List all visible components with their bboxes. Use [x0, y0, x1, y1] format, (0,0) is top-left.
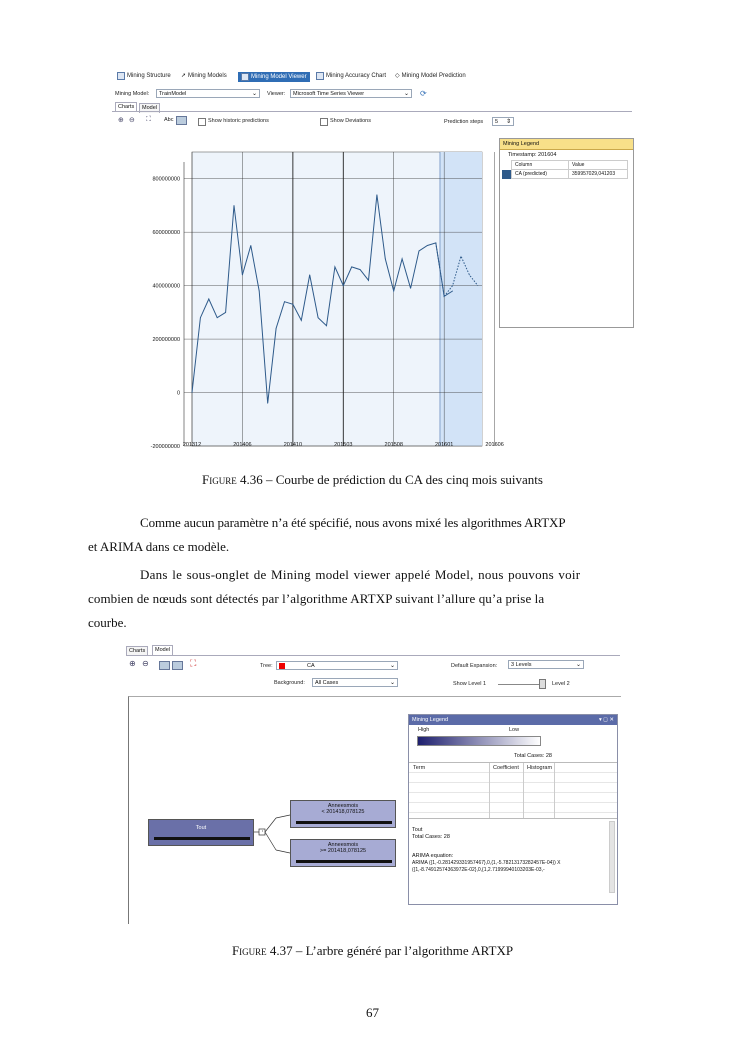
copy-icon[interactable]: [176, 116, 187, 125]
data-point: [217, 317, 218, 318]
node-histogram-bar: [154, 837, 250, 840]
legend-equation-line-1: ARIMA ({1,-0.281429331957467},0,{1,-5.78213173282457E-04}) X: [412, 860, 561, 866]
tree-node-child-2[interactable]: [290, 839, 396, 867]
legend-title: Mining Legend: [500, 139, 633, 150]
connector: [265, 832, 276, 850]
legend-row-column: CA (predicted): [512, 170, 569, 179]
data-point: [309, 275, 310, 276]
tab-mining-structure[interactable]: Mining Structure: [117, 72, 171, 80]
legend-low-label: Low: [509, 727, 520, 733]
legend-row[interactable]: [502, 170, 628, 179]
data-point: [234, 205, 235, 206]
data-point: [276, 328, 277, 329]
data-point: [242, 275, 243, 276]
prediction-steps-label: Prediction steps: [444, 119, 484, 125]
page-number: 67: [366, 1005, 379, 1020]
show-historic-checkbox[interactable]: [198, 118, 206, 126]
tree-node-root[interactable]: [148, 819, 254, 846]
mining-model-select[interactable]: TrainModel ⌄: [156, 89, 260, 98]
tab-mining-model-prediction[interactable]: ◇ Mining Model Prediction: [395, 72, 466, 79]
paragraph-2-line-2: combien de nœuds sont détectés par l’algorithme ARTXP suivant l’allure qu’a prise la: [88, 591, 545, 606]
spinner-icon[interactable]: ⇕: [505, 119, 511, 125]
fit-to-window-icon[interactable]: ⛶: [190, 658, 197, 668]
legend-col-term: Term: [413, 765, 426, 771]
viewer-label: Viewer:: [267, 91, 286, 97]
legend-scrollbar[interactable]: [609, 821, 615, 893]
x-tick-label: 201410: [283, 442, 303, 448]
tab-mining-model-viewer[interactable]: Mining Model Viewer: [238, 72, 310, 82]
figure-1-caption: Figure 4.36 – Courbe de prédiction du CA des cinq mois suivants: [202, 472, 543, 487]
legend-node-name: Tout: [412, 827, 423, 833]
data-point: [351, 267, 352, 268]
legend-header-row: [502, 161, 628, 170]
legend-table: [502, 160, 628, 179]
data-point: [343, 285, 344, 286]
chart-icon: [316, 72, 324, 80]
zoom-in-icon[interactable]: ⊕: [118, 117, 124, 124]
data-point: [410, 288, 411, 289]
data-point: [334, 267, 335, 268]
node-label-line-2: >= 201418,078125: [319, 848, 367, 854]
node-label-line-1: Anneesmois: [327, 842, 359, 848]
y-tick-label: 200000000: [152, 337, 180, 344]
plot-area: [192, 152, 482, 446]
chevron-down-icon: ⌄: [389, 680, 395, 686]
x-tick-label: 201508: [384, 442, 403, 448]
paragraph-1-line-2: et ARIMA dans ce modèle.: [88, 539, 230, 554]
data-point: [250, 245, 251, 246]
viewer-select[interactable]: Microsoft Time Series Viewer ⌄: [290, 89, 412, 98]
node-histogram-bar: [296, 860, 392, 863]
mining-legend-panel: [499, 138, 634, 328]
data-point: [292, 304, 293, 305]
tab-divider: [112, 111, 632, 112]
column-divider: [523, 763, 524, 818]
paragraph-2-line-3: courbe.: [88, 615, 127, 630]
legend-col-coefficient: Coefficient: [493, 765, 519, 771]
data-point: [427, 245, 428, 246]
subtab-model[interactable]: Model: [139, 103, 160, 113]
legend-title: Mining Legend: [412, 717, 449, 723]
legend-details: [409, 819, 617, 874]
show-level-label: Show Level 1: [453, 681, 487, 687]
legend-gradient-area: [409, 725, 617, 753]
tab-mining-models[interactable]: ➚ Mining Models: [181, 72, 227, 79]
connector: [265, 818, 276, 832]
arrow-icon: ➚: [181, 73, 187, 79]
data-point: [452, 291, 453, 292]
tree-select[interactable]: CA ⌄: [276, 661, 398, 670]
data-point: [452, 285, 453, 286]
legend-coefficient-grid: [409, 762, 617, 819]
tree-node-child-1[interactable]: [290, 800, 396, 828]
x-tick-label: 201606: [485, 442, 504, 448]
data-point: [200, 317, 201, 318]
legend-col-histogram: Histogram: [527, 765, 553, 771]
time-series-chart: [118, 132, 504, 450]
fit-icon[interactable]: ⛶: [146, 116, 151, 123]
mining-legend-panel: [408, 714, 618, 905]
subtab-model[interactable]: Model: [152, 645, 173, 655]
paragraph-2-line-1: Dans le sous-onglet de Mining model viewer appelé Model, nous pouvons voir: [140, 567, 581, 582]
legend-equation-line-2: ({1,-8.74912574363972E-02},0,{1,2.71999940103203E-03,-: [412, 867, 545, 873]
data-point: [301, 320, 302, 321]
node-label-line-2: < 201418,078125: [321, 809, 365, 815]
legend-col-column: Column: [512, 161, 569, 170]
data-point: [469, 275, 470, 276]
data-point: [326, 325, 327, 326]
series-color-swatch: [502, 170, 512, 179]
tree-label: Tree:: [260, 663, 273, 669]
forecast-region: [440, 152, 482, 446]
diamond-icon: ◇: [395, 73, 400, 79]
figure-2-caption: Figure 4.37 – L’arbre généré par l’algorithme ARTXP: [231, 943, 514, 958]
zoom-in-icon[interactable]: ⊕: [129, 659, 136, 668]
data-point: [368, 280, 369, 281]
figure-1-screenshot: [112, 68, 632, 450]
mining-structure-icon: [117, 72, 125, 80]
data-point: [402, 259, 403, 260]
data-point: [192, 392, 193, 393]
tab-mining-accuracy-chart[interactable]: Mining Accuracy Chart: [316, 72, 386, 80]
default-expansion-label: Default Expansion:: [451, 663, 498, 669]
chevron-down-icon: ⌄: [389, 663, 395, 669]
collapse-toggle[interactable]: [259, 829, 265, 835]
background-select[interactable]: All Cases ⌄: [312, 678, 398, 687]
data-point: [461, 256, 462, 257]
default-expansion-select[interactable]: 3 Levels ⌄: [508, 660, 584, 669]
x-tick-label: 201601: [434, 442, 454, 448]
legend-col-value: Value: [569, 161, 628, 170]
x-tick-label: 201312: [182, 442, 202, 448]
column-divider: [554, 763, 555, 818]
connector: [276, 850, 290, 853]
y-tick-label: -200000000: [150, 444, 180, 450]
data-point: [284, 301, 285, 302]
data-point: [259, 291, 260, 292]
chevron-down-icon: ⌄: [251, 91, 257, 97]
y-tick-label: 600000000: [152, 230, 180, 237]
y-tick-label: 0: [176, 390, 180, 397]
mining-model-label: Mining Model:: [115, 91, 150, 97]
legend-high-label: High: [418, 727, 430, 733]
x-tick-label: 201503: [334, 442, 353, 448]
show-historic-label: Show historic predictions: [208, 118, 269, 124]
abc-button[interactable]: Abc: [164, 117, 174, 123]
legend-row-value: 359957029,041203: [569, 170, 628, 179]
paragraph-1-line-1: Comme aucun paramètre n’a été spécifié, nous avons mixé les algorithmes ARTXP: [140, 515, 566, 530]
data-point: [360, 269, 361, 270]
background-label: Background:: [274, 680, 305, 686]
zoom-out-icon[interactable]: ⊖: [129, 117, 135, 124]
legend-title-bar: [409, 715, 617, 725]
show-deviations-checkbox[interactable]: [320, 118, 328, 126]
chevron-down-icon: ⌄: [403, 91, 409, 97]
node-label: Tout: [195, 825, 207, 831]
legend-node-total: Total Cases: 28: [412, 834, 450, 840]
prediction-steps-input[interactable]: 5 ⇕: [492, 117, 514, 126]
legend-timestamp: Timestamp: 201604: [508, 152, 557, 158]
data-point: [435, 242, 436, 243]
chevron-down-icon: ⌄: [575, 662, 581, 668]
zoom-out-icon[interactable]: ⊖: [142, 659, 149, 668]
y-tick-label: 800000000: [152, 176, 180, 183]
data-point: [377, 194, 378, 195]
column-divider: [489, 763, 490, 818]
data-point: [225, 312, 226, 313]
window-controls-icon[interactable]: ▾ ◻ ✕: [599, 717, 614, 723]
data-point: [444, 296, 445, 297]
subtab-charts[interactable]: Charts: [115, 102, 137, 112]
legend-gradient-bar: [417, 736, 541, 746]
data-point: [477, 285, 478, 286]
legend-total-cases: Total Cases: 28: [514, 753, 552, 759]
data-point: [385, 259, 386, 260]
subtab-charts[interactable]: Charts: [126, 646, 148, 656]
level-2-label: Level 2: [552, 681, 570, 687]
data-point: [419, 250, 420, 251]
x-tick-label: 201406: [233, 442, 252, 448]
figure-2-screenshot: [126, 643, 620, 923]
y-tick-label: 400000000: [152, 283, 180, 290]
node-histogram-bar: [296, 821, 392, 824]
node-label-line-1: Anneesmois: [327, 803, 359, 809]
show-deviations-label: Show Deviations: [330, 118, 371, 124]
connector: [276, 815, 290, 818]
refresh-icon[interactable]: ⟳: [420, 89, 427, 98]
data-point: [318, 317, 319, 318]
data-point: [393, 291, 394, 292]
legend-equation-label: ARIMA equation:: [412, 853, 454, 859]
data-point: [267, 403, 268, 404]
viewer-icon: [241, 73, 249, 81]
data-point: [208, 299, 209, 300]
